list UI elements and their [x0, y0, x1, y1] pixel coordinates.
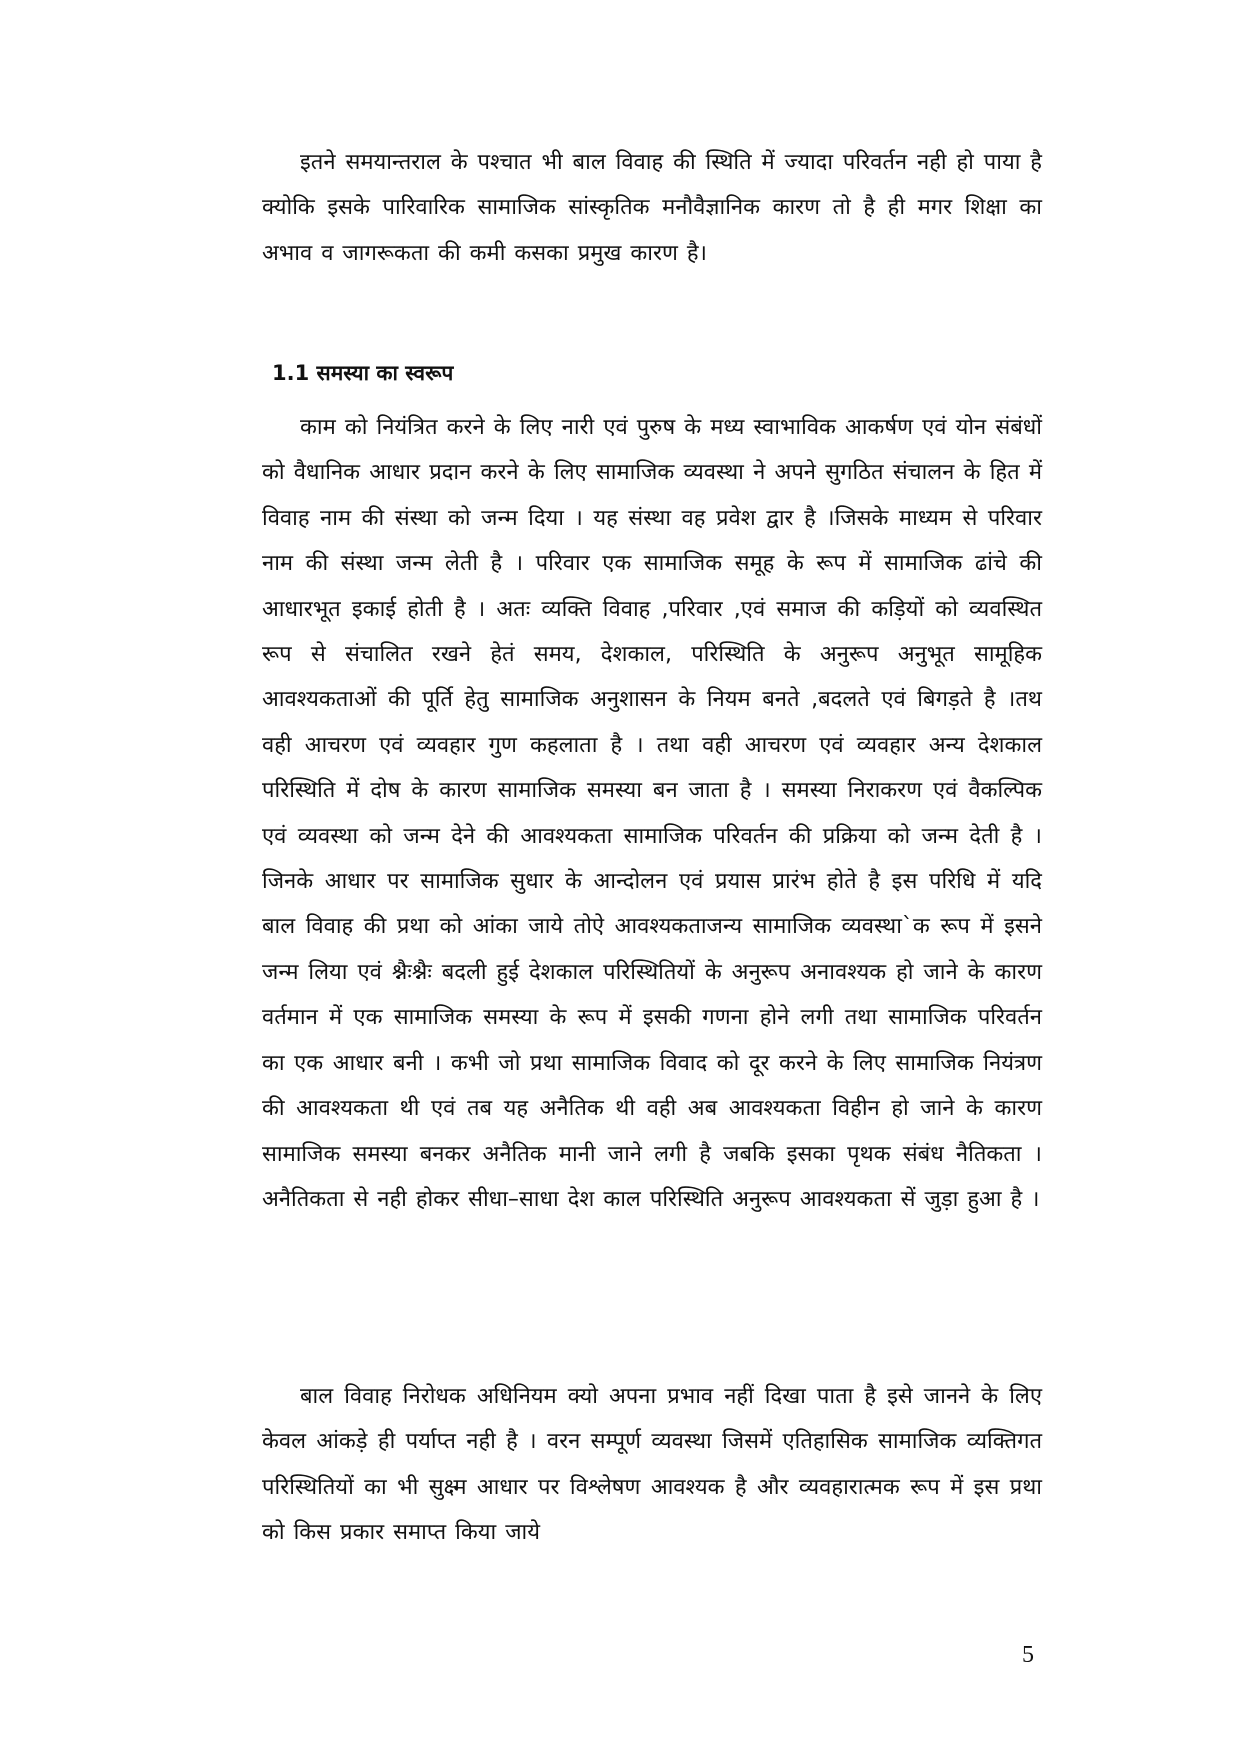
- main-paragraph: काम को नियंत्रित करने के लिए नारी एवं पुरुष के मध्य स्वाभाविक आकर्षण एवं योन संबंधों को वैधानिक आधार प्रदान करने के लिए सामाजिक व्यवस्था ने अपने सुगठित संचालन के हित में विवाह नाम की संस्था को जन्म दिया । यह संस्था वह प्रवेश द्वार है ।जिसके माध्यम से परिवार नाम की संस्था जन्म लेती है । परिवार एक सामाजिक समूह के रूप में सामाजिक ढांचे की आधारभूत इकाई होती है । अतः व्यक्ति विवाह ,परिवार ,एवं समाज की कड़ियों को व्यवस्थित रूप से संचालित रखने हेतं समय, देशकाल, परिस्थिति के अनुरूप अनुभूत सामूहिक आवश्यकताओं की पूर्ति हेतु सामाजिक अनुशासन के नियम बनते ,बदलते एवं बिगड़ते है ।तथ वही आचरण एवं व्यवहार गुण कहलाता है । तथा वही आचरण एवं व्यवहार अन्य देशकाल परिस्थिति में दोष के कारण सामाजिक समस्या बन जाता है । समस्या निराकरण एवं वैकल्पिक एवं व्यवस्था को जन्म देने की आवश्यकता सामाजिक परिवर्तन की प्रक्रिया को जन्म देती है । जिनके आधार पर सामाजिक सुधार के आन्दोलन एवं प्रयास प्रारंभ होते है इस परिधि में यदि बाल विवाह की प्रथा को आंका जाये तोऐ आवश्यकताजन्य सामाजिक व्यवस्था`क रूप में इसने जन्म लिया एवं श्नैःश्नैः बदली हुई देशकाल परिस्थितियों के अनुरूप अनावश्यक हो जाने के कारण वर्तमान में एक सामाजिक समस्या के रूप में इसकी गणना होने लगी तथा सामाजिक परिवर्तन का एक आधार बनी । कभी जो प्रथा सामाजिक विवाद को दूर करने के लिए सामाजिक नियंत्रण की आवश्यकता थी एवं तब यह अनैतिक थी वही अब आवश्यकता विहीन हो जाने के कारण सामाजिक समस्या बनकर अनैतिक मानी जाने लगी है जबकि इसका पृथक संबंध नैतिकता । अनैतिकता से नही होकर सीधा–साधा देश काल परिस्थिति अनुरूप आवश्यकता सें जुड़ा हुआ है ।: [262, 415, 1043, 1212]
- page-number: 5: [1022, 1642, 1034, 1668]
- section-heading: 1.1 समस्या का स्वरूप: [272, 361, 454, 385]
- closing-paragraph: बाल विवाह निरोधक अधिनियम क्यो अपना प्रभाव नहीं दिखा पाता है इसे जानने के लिए केवल आंकड़े ही पर्याप्त नही है । वरन सम्पूर्ण व्यवस्था जिसमें एतिहासिक सामाजिक व्यक्तिगत परिस्थितियों का भी सुक्ष्म आधार पर विश्लेषण आवश्यक है और व्यवहारात्मक रूप में इस प्रथा को किस प्रकार समाप्त किया जाये: [262, 1384, 1042, 1546]
- intro-paragraph: इतने समयान्तराल के पश्चात भी बाल विवाह की स्थिति में ज्यादा परिवर्तन नही हो पाया है क्योकि इसके पारिवारिक सामाजिक सांस्कृतिक मनौवैज्ञानिक कारण तो है ही मगर शिक्षा का अभाव व जागरूकता की कमी कसका प्रमुख कारण है।: [262, 150, 1042, 266]
